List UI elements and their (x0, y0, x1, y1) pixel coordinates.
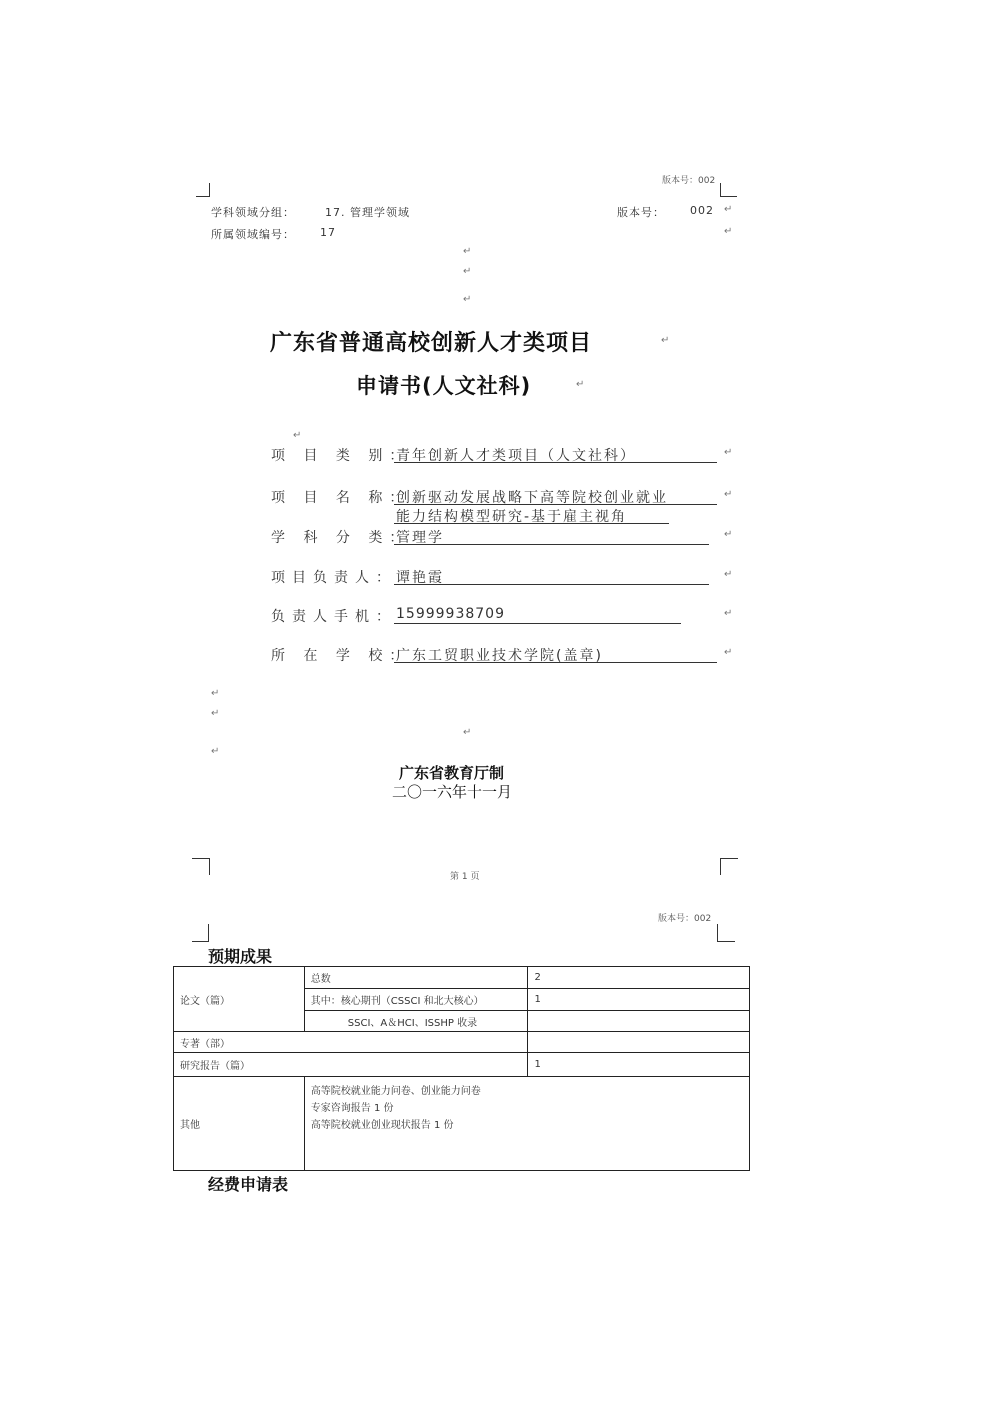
paragraph-mark: ↵ (211, 708, 220, 719)
paragraph-mark: ↵ (724, 529, 733, 540)
paragraph-mark: ↵ (724, 608, 733, 619)
field-value-subject: 管理学 (396, 530, 444, 546)
title-line2: 申请书(人文社科) (356, 374, 532, 398)
page-footer: 第 1 页 (450, 872, 480, 882)
paper-label-cell (174, 967, 305, 1032)
field-value-phone: 15999938709 (396, 606, 505, 622)
other-label: 其他 (180, 1120, 200, 1131)
ssci-label-cell (304, 1011, 528, 1032)
crop-mark (717, 924, 735, 942)
report-label: 研究报告（篇） (180, 1061, 250, 1072)
field-group-value: 17. 管理学领域 (325, 206, 410, 219)
paragraph-mark: ↵ (724, 447, 733, 458)
total-label: 总数 (310, 974, 331, 985)
report-value: 1 (534, 1059, 541, 1070)
field-label-school: 所 在 学 校： (271, 648, 411, 664)
header-version: 版本号：002 (662, 176, 716, 186)
title-line1: 广东省普通高校创新人才类项目 (270, 331, 593, 356)
field-value-name-line1: 创新驱动发展战略下高等院校创业就业 (396, 490, 668, 506)
underline (394, 504, 717, 505)
crop-mark (720, 858, 738, 875)
crop-mark (192, 924, 209, 942)
total-value: 2 (534, 972, 541, 983)
field-code-value: 17 (320, 226, 336, 239)
monograph-value-cell (528, 1032, 750, 1053)
core-label-cell (304, 989, 528, 1011)
paragraph-mark: ↵ (463, 246, 472, 257)
field-value-school: 广东工贸职业技术学院(盖章) (396, 648, 603, 664)
core-value-cell (528, 989, 750, 1011)
report-value-cell (528, 1053, 750, 1077)
results-table (173, 966, 750, 1171)
other-line: 高等院校就业能力问卷、创业能力问卷 (310, 1086, 481, 1097)
crop-mark (720, 183, 737, 197)
paragraph-mark: ↵ (724, 226, 733, 237)
table-row (174, 1077, 750, 1171)
issuer: 广东省教育厅制 (399, 764, 505, 782)
paragraph-mark: ↵ (724, 647, 733, 658)
total-value-cell (528, 967, 750, 989)
version-label: 版本号： (617, 206, 665, 219)
paragraph-mark: ↵ (211, 746, 220, 757)
table-row (174, 1032, 750, 1053)
ssci-label: SSCI、A＆HCI、ISSHP 收录 (347, 1017, 478, 1029)
core-label: 其中：核心期刊（CSSCI 和北大核心） (310, 996, 484, 1007)
monograph-label: 专著（部） (180, 1038, 230, 1050)
next-section-title: 经费申请表 (208, 1175, 289, 1194)
crop-mark (192, 858, 210, 875)
field-label-phone: 负责人手机： (271, 609, 397, 625)
paragraph-mark: ↵ (463, 294, 472, 305)
paragraph-mark: ↵ (661, 335, 670, 346)
header-version: 版本号：002 (658, 914, 712, 924)
ssci-value-cell (528, 1011, 750, 1032)
underline (394, 623, 681, 624)
paragraph-mark: ↵ (576, 379, 585, 390)
underline (394, 462, 717, 463)
field-label-name: 项 目 名 称： (271, 490, 411, 506)
underline (394, 584, 709, 585)
core-value: 1 (534, 994, 541, 1005)
report-label-cell (174, 1053, 528, 1077)
paragraph-mark: ↵ (724, 204, 733, 215)
other-line: 高等院校就业创业现状报告 1 份 (310, 1120, 454, 1131)
field-code-label: 所属领域编号： (211, 228, 295, 241)
version-value: 002 (690, 204, 714, 217)
total-label-cell (304, 967, 528, 989)
table-row (174, 967, 750, 989)
field-label-subject: 学 科 分 类： (271, 530, 411, 546)
underline (394, 662, 717, 663)
field-group-label: 学科领域分组： (211, 206, 295, 219)
underline (394, 544, 709, 545)
underline (394, 523, 669, 524)
paragraph-mark: ↵ (724, 569, 733, 580)
section-title: 预期成果 (208, 947, 273, 966)
field-value-name-line2: 能力结构模型研究-基于雇主视角 (396, 509, 628, 525)
next-section-clip (208, 1175, 289, 1194)
issue-date: 二〇一六年十一月 (392, 783, 513, 801)
other-line: 专家咨询报告 1 份 (310, 1103, 394, 1114)
paragraph-mark: ↵ (724, 489, 733, 500)
table-row (174, 1053, 750, 1077)
other-label-cell (174, 1077, 305, 1171)
field-value-leader: 谭艳霞 (396, 570, 444, 586)
paper-label: 论文（篇） (180, 995, 230, 1007)
crop-mark (196, 183, 210, 197)
other-content-cell (304, 1077, 749, 1171)
paragraph-mark: ↵ (463, 266, 472, 277)
field-value-category: 青年创新人才类项目（人文社科） (396, 448, 636, 464)
field-label-category: 项 目 类 别： (271, 448, 411, 464)
paragraph-mark: ↵ (211, 688, 220, 699)
monograph-label-cell (174, 1032, 528, 1053)
paragraph-mark: ↵ (293, 430, 302, 441)
field-label-leader: 项目负责人： (271, 570, 397, 586)
paragraph-mark: ↵ (463, 727, 472, 738)
